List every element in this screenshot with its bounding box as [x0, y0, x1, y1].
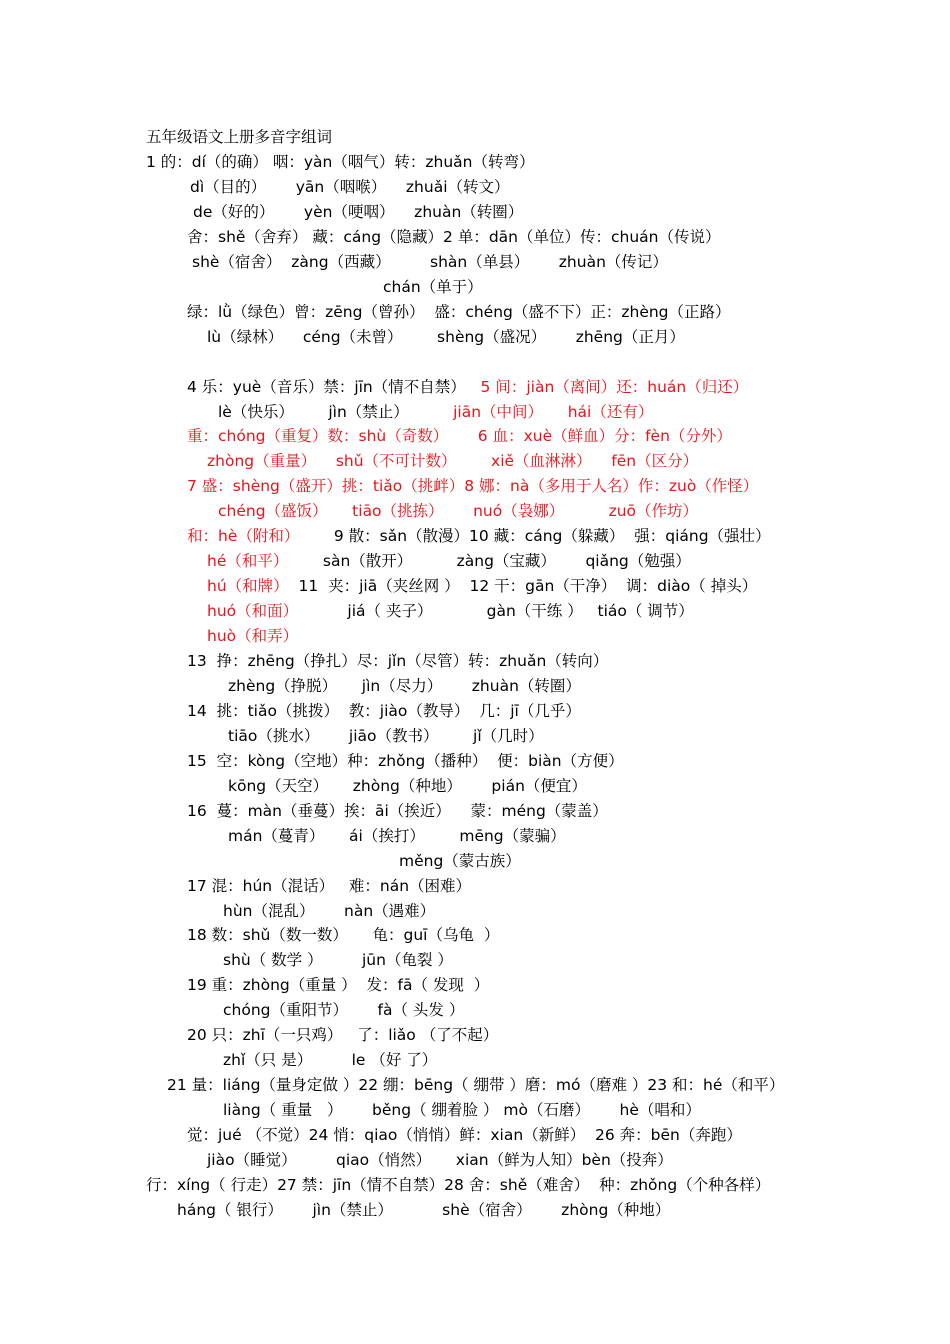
text-line — [187, 700, 581, 722]
highlighted-text: hé（和平） — [207, 552, 289, 571]
text-line — [228, 675, 581, 697]
text-line — [146, 151, 534, 173]
highlighted-text: 7 盛：shèng（盛开）挑：tiǎo（挑衅）8 娜：nà（多用于人名）作：zuò（作怪） — [187, 477, 759, 496]
text-line — [383, 276, 483, 298]
line-text: dì（目的） yān（咽喉） zhuǎi（转文） — [190, 177, 510, 196]
text-line — [223, 900, 435, 922]
text-line — [207, 600, 694, 622]
text-line — [187, 974, 489, 996]
text-line — [187, 650, 608, 672]
text-line — [207, 326, 685, 348]
text-line — [223, 949, 453, 971]
line-text: chóng（重阳节） fà（ 头发 ） — [223, 1001, 465, 1020]
highlighted-text: hú（和牌） — [207, 577, 289, 596]
text-line — [223, 999, 464, 1021]
text-line — [228, 725, 544, 747]
text-line — [187, 425, 732, 447]
text-line — [187, 376, 748, 398]
line-text: de（好的） yèn（哽咽） zhuàn（转圈） — [193, 202, 524, 221]
text-line — [399, 850, 521, 872]
line-text: 行：xíng（ 行走）27 禁：jīn（情不自禁）28 舍：shě（难舍） 种：zhǒng（个种各样） — [146, 1175, 771, 1194]
highlighted-text: jiān（中间） hái（还有） — [453, 402, 654, 421]
line-text: jiá（ 夹子） gàn（干练 ） tiáo（ 调节） — [298, 602, 694, 621]
highlighted-text: chéng（盛饭） tiāo（挑拣） nuó（袅娜） zuō（作坊） — [218, 502, 699, 521]
text-line — [207, 550, 691, 572]
text-line — [187, 1124, 742, 1146]
line-text: mán（蔓青） ái（挨打） mēng（蒙骗） — [228, 826, 566, 845]
line-text: jiào（睡觉） qiao（悄然） xian（鲜为人知）bèn（投奔） — [207, 1151, 673, 1169]
line-text: 绿：lǜ（绿色）曾：zēng（曾孙） 盛：chéng（盛不下）正：zhèng（正路） — [187, 302, 731, 321]
line-text: lù（绿林） céng（未曾） shèng（盛况） zhēng（正月） — [207, 327, 685, 346]
line-text: měng（蒙古族） — [399, 851, 521, 870]
line-text: kōng（天空） zhòng（种地） pián（便宜） — [228, 776, 587, 795]
highlighted-text: huò（和弄） — [207, 627, 299, 645]
text-line — [187, 750, 624, 772]
text-line — [187, 226, 721, 248]
text-line — [207, 450, 698, 472]
line-text: 14 挑：tiǎo（挑拨） 教：jiào（教导） 几：jī（几乎） — [187, 701, 581, 720]
line-text: tiāo（挑水） jiāo（教书） jǐ（几时） — [228, 726, 544, 745]
line-text: 15 空：kòng（空地）种：zhǒng（播种） 便：biàn（方便） — [187, 751, 624, 770]
text-line — [187, 525, 771, 547]
text-line — [146, 1174, 770, 1196]
line-text: 11 夹：jiā（夹丝网 ） 12 干：gān（干净） 调：diào（ 掉头） — [288, 577, 758, 596]
text-line — [190, 176, 510, 198]
text-line — [218, 401, 653, 423]
line-text: liàng（ 重量 ） běng（ 绷着脸 ） mò（石磨） hè（唱和） — [223, 1101, 701, 1120]
highlighted-text: 重：chóng（重复）数：shù（奇数） 6 血：xuè（鲜血）分：fèn（分外） — [187, 427, 732, 446]
document-title: 五年级语文上册多音字组词 — [146, 128, 333, 146]
line-text: chán（单于） — [383, 277, 483, 296]
text-line — [218, 500, 698, 522]
line-text: 17 混：hún（混话） 难：nán（困难） — [187, 876, 472, 895]
text-line — [223, 1099, 701, 1121]
text-line — [228, 825, 566, 847]
line-text: 18 数：shǔ（数一数） 龟：guī（乌龟 ） — [187, 926, 500, 945]
line-text: 9 散：sǎn（散漫）10 藏：cáng（躲藏） 强：qiáng（强壮） — [299, 527, 771, 546]
text-line — [187, 800, 608, 822]
line-text: 舍：shě（舍弃） 藏：cáng（隐藏）2 单：dān（单位）传：chuán（传说） — [187, 227, 721, 246]
line-text: 觉：jué （不觉）24 悄：qiao（悄悄）鲜：xian（新鲜） 26 奔：bēn（奔跑） — [187, 1126, 742, 1144]
highlighted-text: huó（和面） — [207, 602, 299, 621]
text-line — [193, 201, 523, 223]
text-line — [187, 475, 758, 497]
line-text: lè（快乐） jìn（禁止） — [218, 402, 454, 421]
line-text: 13 挣：zhēng（挣扎）尽：jǐn（尽管）转：zhuǎn（转向） — [187, 652, 609, 670]
text-line — [187, 924, 499, 946]
line-text: shù（ 数学 ） jūn（龟裂 ） — [223, 951, 453, 970]
line-text: háng（ 银行） jìn（禁止） shè（宿舍） zhòng（种地） — [177, 1200, 671, 1219]
line-text: zhǐ（只 是） le （好 了） — [223, 1051, 438, 1070]
text-line — [223, 1049, 437, 1071]
line-text: 20 只：zhī（一只鸡） 了：liǎo （了不起） — [187, 1026, 499, 1045]
text-line — [207, 625, 298, 647]
line-text: 21 量：liáng（量身定做 ）22 绷：bēng（ 绷带 ）磨：mó（磨难 ）23 和：hé（和平） — [167, 1076, 785, 1095]
text-line — [207, 1149, 673, 1171]
line-text: sàn（散开） zàng（宝藏） qiǎng（勉强） — [288, 552, 691, 571]
text-line — [187, 1024, 498, 1046]
line-text: 16 蔓：màn（垂蔓）挨：āi（挨近） 蒙：méng（蒙盖） — [187, 801, 608, 820]
highlighted-text: 和：hè（附和） — [187, 527, 300, 546]
line-text: hùn（混乱） nàn（遇难） — [223, 901, 436, 920]
text-line — [177, 1199, 670, 1221]
text-line — [207, 575, 757, 597]
line-text: 19 重：zhòng（重量 ） 发：fā（ 发现 ） — [187, 976, 490, 995]
line-text: shè（宿舍） zàng（西藏） shàn（单县） zhuàn（传记） — [192, 252, 668, 271]
text-line — [167, 1074, 784, 1096]
text-line — [192, 251, 668, 273]
highlighted-text: 5 间：jiàn（离间）还：huán（归还） — [480, 377, 749, 396]
line-text: zhèng（挣脱） jìn（尽力） zhuàn（转圈） — [228, 676, 581, 695]
line-text: 4 乐：yuè（音乐）禁：jīn（情不自禁） — [187, 377, 481, 396]
text-line — [187, 875, 471, 897]
line-text: 1 的：dí（的确） 咽：yàn（咽气）转：zhuǎn（转弯） — [146, 153, 535, 171]
text-line — [187, 301, 731, 323]
highlighted-text: zhòng（重量） shǔ（不可计数） xiě（血淋淋） fēn（区分） — [207, 452, 699, 471]
text-line — [228, 775, 587, 797]
